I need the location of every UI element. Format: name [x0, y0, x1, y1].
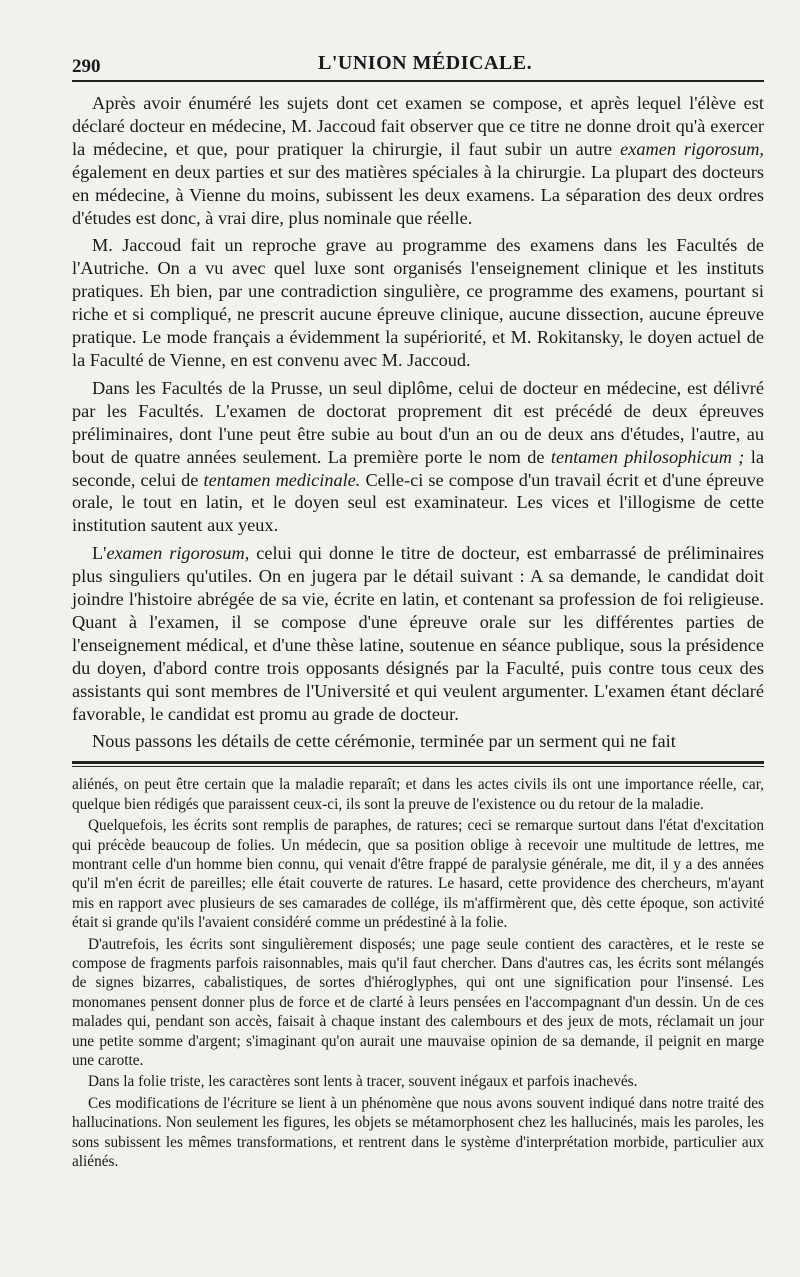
- feuilleton-paragraph-3: D'autrefois, les écrits sont singulièrement disposés; une page seule contient des caractères, et le reste se compose de fragments parfois raisonnables, mais qu'il faut chercher. Dans d'autres cas, les écrits sont mélangés de signes bizarres, cabalistiques, de sortes d'hiéroglyphes, qui ont une signification pour l'insensé. Les monomanes pensent donner plus de force et de clarté à leurs pensées en l'accompagnant d'un dessin. Un de ces malades qui, pendant son accès, faisait à chaque instant des calembours et des jeux de mots, réclamait un jour une petite somme d'argent; s'imaginant qu'on aurait une mauvaise opinion de sa demande, il peignit en marge une carotte.: [72, 935, 764, 1070]
- paragraph-2: M. Jaccoud fait un reproche grave au programme des examens dans les Facultés de l'Autriche. On a vu avec quel luxe sont organisés l'enseignement clinique et les instituts pratiques. Eh bien, par une contradiction singulière, ce programme des examens, pourtant si riche et si compliqué, ne prescrit aucune épreuve clinique, aucune dissection, aucune épreuve pratique. Le mode français a évidemment la supériorité, et M. Rokitansky, le doyen actuel de la Faculté de Vienne, en est convenu avec M. Jaccoud.: [72, 235, 764, 370]
- feuilleton-paragraph-2: Quelquefois, les écrits sont remplis de paraphes, de ratures; ceci se remarque surtout dans l'état d'excitation qui précède beaucoup de folies. Un médecin, que sa position oblige à recevoir une multitude de lettres, me montrant celle d'un homme bien connu, qui venait d'être frappé de paralysie générale, me dit, il y a des années qu'il m'en écrit de pareilles; elle était couverte de ratures. Le hasard, cette providence des chercheurs, m'ayant mis en rapport avec plusieurs de ses camarades de collége, ils m'affirmèrent que, dès cette époque, son activité était si grande qu'ils l'avaient considéré comme un prédestiné à la folie.: [72, 817, 764, 932]
- paragraph-3-italic-2: tentamen medicinale.: [203, 469, 361, 490]
- main-text: [72, 92, 764, 753]
- paragraph-3-text-c: Celle-ci se compose d'un travail écrit et d'une épreuve orale, le tout en latin, et le doyen seul est examinateur. Les vices et l'illogisme de cette institution sautent aux yeux.: [72, 469, 764, 536]
- paragraph-3-text-b: la seconde, celui de: [72, 446, 764, 490]
- paragraph-4-text-b: celui qui donne le titre de docteur, est embarrassé de préliminaires plus singuliers qu'utiles. On en jugera par le détail suivant : A sa demande, le candidat doit joindre l'histoire abrégée de sa vie, écrite en latin, et contenant sa profession de foi religieuse. Quant à l'examen, il se compose d'une épreuve orale sur les différentes parties de l'enseignement médical, et d'une thèse latine, soutenue en séance publique, sous la présidence du doyen, d'abord contre trois opposants désignés par la Faculté, puis contre tous ceux des assistants qui sont membres de l'Université et qui veulent argumenter. L'examen étant déclaré favorable, le candidat est promu au grade de docteur.: [72, 543, 764, 724]
- feuilleton-rule-thin: [72, 766, 764, 767]
- paragraph-5: Nous passons les détails de cette cérémonie, terminée par un serment qui ne fait: [92, 731, 676, 752]
- paragraph-1-rest: également en deux parties et sur des matières spéciales à la chirurgie. La plupart des docteurs en médecine, à Vienne du moins, subissent les deux examens. La séparation des deux ordres d'études est donc, à vrai dire, plus nominale que réelle.: [72, 161, 764, 228]
- page-header: [72, 44, 764, 78]
- paragraph-4: [72, 542, 764, 725]
- paragraph-1: [72, 92, 764, 229]
- feuilleton-paragraph-1: aliénés, on peut être certain que la maladie reparaît; et dans les actes civils ils ont une importance réelle, car, quelque bien rédigés que paraissent ceux-ci, ils sont la preuve de l'existence ou du retour de la maladie.: [72, 776, 764, 813]
- paragraph-3-text-a: Dans les Facultés de la Prusse, un seul diplôme, celui de docteur en médecine, est délivré par les Facultés. L'examen de doctorat proprement dit est précédé de deux épreuves préliminaires, dont l'une peut être subie au bout d'un an ou de deux ans d'études, l'autre, au bout de quatre années seulement. La première porte le nom de: [72, 377, 764, 467]
- paragraph-4-text-a: L': [92, 543, 107, 564]
- paragraph-4-italic: examen rigorosum,: [106, 543, 250, 564]
- running-title: L'UNION MÉDICALE.: [318, 52, 533, 74]
- feuilleton-paragraph-4: Dans la folie triste, les caractères sont lents à tracer, souvent inégaux et parfois inachevés.: [88, 1073, 638, 1091]
- feuilleton-paragraph-5: Ces modifications de l'écriture se lient à un phénomène que nous avons souvent indiqué dans notre traité des hallucinations. Non seulement les figures, les objets se métamorphosent chez les hallucinés, mais les paroles, les sons subissent les mêmes transformations, et rentrent dans le système d'interprétation morbide, particulier aux aliénés.: [72, 1094, 764, 1171]
- header-rule: [72, 80, 764, 82]
- feuilleton-rule-thick: [72, 761, 764, 764]
- paragraph-3-italic-1: tentamen philosophicum ;: [550, 446, 745, 467]
- feuilleton-text: [72, 775, 764, 1171]
- paragraph-1-text: Après avoir énuméré les sujets dont cet examen se compose, et après lequel l'élève est déclaré docteur en médecine, M. Jaccoud fait observer que ce titre ne donne droit qu'à exercer la médecine, et que, pour pratiquer la chirurgie, il faut subir un autre: [72, 93, 764, 159]
- page-number: 290: [72, 56, 101, 77]
- paragraph-3: [72, 377, 764, 537]
- paragraph-1-italic: examen rigorosum,: [620, 138, 764, 159]
